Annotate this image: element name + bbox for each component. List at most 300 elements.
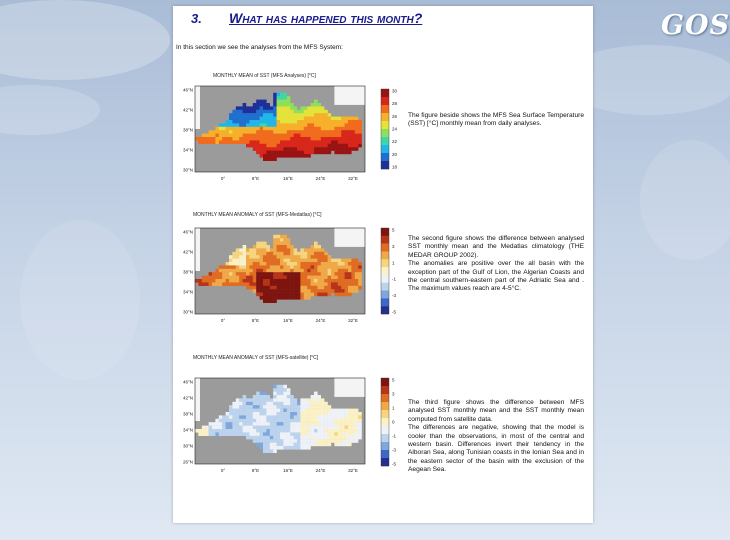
heatmap-cell [287, 259, 291, 263]
heatmap-cell [321, 286, 325, 290]
heatmap-cell [307, 151, 311, 155]
heatmap-cell [348, 134, 352, 138]
heatmap-cell [355, 409, 359, 413]
heatmap-cell [304, 439, 308, 443]
heatmap-cell [256, 436, 260, 440]
heatmap-cell [246, 412, 250, 416]
heatmap-cell [331, 140, 335, 144]
heatmap-cell [260, 103, 264, 107]
heatmap-cell [297, 279, 301, 283]
heatmap-cell [297, 289, 301, 293]
heatmap-cell [249, 405, 253, 409]
heatmap-cell [358, 426, 362, 430]
colorbar-segment [381, 394, 389, 402]
heatmap-cell [300, 419, 304, 423]
heatmap-cell [304, 269, 308, 273]
heatmap-cell [348, 276, 352, 280]
y-tick-label: 42°N [182, 107, 193, 113]
heatmap-cell [256, 127, 260, 131]
heatmap-cell [345, 279, 349, 283]
heatmap-cell [300, 140, 304, 144]
heatmap-cell [222, 426, 226, 430]
heatmap-cell [243, 134, 247, 138]
heatmap-cell [314, 144, 318, 148]
heatmap-cell [202, 134, 206, 138]
heatmap-cell [280, 276, 284, 280]
heatmap-cell [266, 276, 270, 280]
heatmap-cell [273, 238, 277, 242]
heatmap-cell [205, 137, 209, 141]
heatmap-cell [341, 269, 345, 273]
heatmap-cell [355, 140, 359, 144]
heatmap-cell [205, 282, 209, 286]
heatmap-cell [266, 120, 270, 124]
heatmap-cell [260, 123, 264, 127]
heatmap-cell [324, 436, 328, 440]
colorbar-segment [381, 244, 389, 252]
heatmap-cell [300, 443, 304, 447]
heatmap-cell [290, 144, 294, 148]
heatmap-cell [277, 402, 281, 406]
colorbar-tick-label: -3 [392, 447, 397, 453]
heatmap-cell [294, 443, 298, 447]
heatmap-cell [314, 123, 318, 127]
y-tick-label: 34°N [182, 427, 193, 433]
heatmap-cell [273, 123, 277, 127]
heatmap-cell [280, 436, 284, 440]
heatmap-cell [260, 113, 264, 117]
heatmap-cell [222, 279, 226, 283]
heatmap-cell [232, 137, 236, 141]
heatmap-cell [334, 436, 338, 440]
colorbar-segment [381, 89, 389, 97]
heatmap-cell [273, 388, 277, 392]
heatmap-cell [260, 432, 264, 436]
heatmap-cell [345, 419, 349, 423]
heatmap-cell [232, 272, 236, 276]
heatmap-cell [253, 276, 257, 280]
heatmap-cell [253, 412, 257, 416]
heatmap-cell [287, 154, 291, 158]
heatmap-cell [256, 106, 260, 110]
heatmap-cell [280, 255, 284, 259]
heatmap-cell [358, 144, 362, 148]
heatmap-cell [314, 443, 318, 447]
heatmap-cell [277, 439, 281, 443]
heatmap-cell [270, 429, 274, 433]
heatmap-cell [280, 269, 284, 273]
heatmap-cell [270, 157, 274, 161]
heatmap-cell [317, 426, 321, 430]
heatmap-cell [273, 248, 277, 252]
heatmap-cell [321, 262, 325, 266]
heatmap-cell [215, 282, 219, 286]
heatmap-cell [300, 422, 304, 426]
heatmap-cell [334, 409, 338, 413]
heatmap-cell [300, 262, 304, 266]
heatmap-cell [256, 422, 260, 426]
heatmap-cell [249, 409, 253, 413]
heatmap-cell [239, 255, 243, 259]
heatmap-cell [283, 398, 287, 402]
heatmap-cell [246, 259, 250, 263]
heatmap-cell [266, 296, 270, 300]
heatmap-cell [260, 134, 264, 138]
heatmap-cell [287, 282, 291, 286]
heatmap-cell [215, 422, 219, 426]
heatmap-cell [321, 134, 325, 138]
heatmap-cell [338, 293, 342, 297]
heatmap-cell [273, 154, 277, 158]
heatmap-cell [273, 103, 277, 107]
heatmap-cell [321, 289, 325, 293]
heatmap-cell [226, 419, 230, 423]
heatmap-cell [324, 140, 328, 144]
heatmap-cell [348, 144, 352, 148]
heatmap-cell [311, 436, 315, 440]
heatmap-cell [249, 436, 253, 440]
heatmap-cell [287, 432, 291, 436]
heatmap-cell [266, 269, 270, 273]
heatmap-cell [283, 103, 287, 107]
heatmap-cell [243, 265, 247, 269]
heatmap-cell [355, 147, 359, 151]
heatmap-cell [236, 252, 240, 256]
heatmap-cell [232, 279, 236, 283]
heatmap-cell [270, 123, 274, 127]
heatmap-cell [243, 140, 247, 144]
heatmap-cell [297, 255, 301, 259]
heatmap-cell [328, 289, 332, 293]
heatmap-cell [304, 130, 308, 134]
heatmap-cell [314, 120, 318, 124]
heatmap-cell [348, 426, 352, 430]
heatmap-cell [256, 110, 260, 114]
heatmap-cell [283, 282, 287, 286]
heatmap-cell [212, 137, 216, 141]
heatmap-cell [263, 293, 267, 297]
heatmap-cell [283, 276, 287, 280]
heatmap-cell [348, 269, 352, 273]
heatmap-cell [266, 265, 270, 269]
heatmap-cell [229, 140, 233, 144]
heatmap-cell [300, 252, 304, 256]
heatmap-cell [280, 238, 284, 242]
heatmap-cell [355, 412, 359, 416]
heatmap-cell [222, 276, 226, 280]
heatmap-cell [246, 137, 250, 141]
heatmap-cell [270, 120, 274, 124]
heatmap-cell [270, 405, 274, 409]
heatmap-cell [290, 265, 294, 269]
heatmap-cell [243, 279, 247, 283]
heatmap-cell [331, 127, 335, 131]
heatmap-cell [256, 147, 260, 151]
heatmap-cell [321, 265, 325, 269]
heatmap-cell [273, 405, 277, 409]
heatmap-cell [198, 140, 202, 144]
heatmap-cell [311, 405, 315, 409]
heatmap-cell [311, 245, 315, 249]
heatmap-cell [246, 120, 250, 124]
heatmap-cell [277, 276, 281, 280]
heatmap-cell [266, 443, 270, 447]
heatmap-cell [345, 282, 349, 286]
heatmap-cell [334, 412, 338, 416]
heatmap-cell [239, 113, 243, 117]
heatmap-cell [321, 426, 325, 430]
heatmap-cell [205, 276, 209, 280]
heatmap-cell [328, 113, 332, 117]
heatmap-cell [195, 429, 199, 433]
heatmap-cell [253, 130, 257, 134]
heatmap-cell [307, 282, 311, 286]
heatmap-cell [287, 255, 291, 259]
heatmap-cell [283, 151, 287, 155]
heatmap-cell [260, 419, 264, 423]
heatmap-cell [253, 262, 257, 266]
heatmap-cell [266, 106, 270, 110]
heatmap-cell [311, 123, 315, 127]
heatmap-cell [202, 426, 206, 430]
heatmap-cell [249, 398, 253, 402]
colorbar-segment [381, 252, 389, 260]
heatmap-cell [273, 436, 277, 440]
heatmap-cell [294, 120, 298, 124]
colorbar-segment [381, 291, 389, 299]
heatmap-cell [287, 147, 291, 151]
heatmap-cell [294, 110, 298, 114]
heatmap-cell [304, 412, 308, 416]
heatmap-cell [273, 402, 277, 406]
heatmap-cell [239, 412, 243, 416]
heatmap-cell [273, 151, 277, 155]
heatmap-cell [331, 286, 335, 290]
heatmap-cell [277, 242, 281, 246]
heatmap-cell [202, 140, 206, 144]
heatmap-cell [232, 259, 236, 263]
heatmap-cell [345, 293, 349, 297]
heatmap-cell [280, 409, 284, 413]
heatmap-cell [270, 449, 274, 453]
caption-3-detail: The differences are negative, showing that the model is cooler than the observations, in most of the central and western basin. Differences invert their tendency in the Alboran Sea, along Tunisian coasts in the Ionian Sea and in the eastern sector of the basin with the exclusion of the Aegean Sea. [408, 424, 584, 474]
heatmap-cell [348, 436, 352, 440]
heatmap-cell [297, 269, 301, 273]
heatmap-cell [236, 402, 240, 406]
heatmap-cell [229, 137, 233, 141]
y-tick-label: 46°N [182, 379, 193, 385]
heatmap-cell [351, 130, 355, 134]
heatmap-cell [219, 422, 223, 426]
heatmap-cell [287, 296, 291, 300]
heatmap-cell [270, 147, 274, 151]
heatmap-cell [253, 282, 257, 286]
heatmap-cell [304, 262, 308, 266]
heatmap-cell [300, 255, 304, 259]
heatmap-cell [314, 255, 318, 259]
heatmap-cell [256, 279, 260, 283]
heatmap-cell [331, 279, 335, 283]
heatmap-cell [321, 412, 325, 416]
heatmap-cell [311, 269, 315, 273]
heatmap-cell [314, 110, 318, 114]
heatmap-cell [317, 127, 321, 131]
heatmap-cell [229, 405, 233, 409]
heatmap-cell [328, 432, 332, 436]
heatmap-cell [358, 134, 362, 138]
heatmap-cell [351, 419, 355, 423]
heatmap-cell [246, 415, 250, 419]
heatmap-cell [239, 269, 243, 273]
heatmap-cell [202, 137, 206, 141]
atlantic-mask [195, 228, 200, 271]
heatmap-cell [307, 265, 311, 269]
heatmap-cell [277, 103, 281, 107]
heatmap-cell [263, 299, 267, 303]
heatmap-cell [314, 259, 318, 263]
heatmap-cell [331, 147, 335, 151]
heatmap-cell [317, 147, 321, 151]
heatmap-cell [314, 140, 318, 144]
heatmap-cell [226, 272, 230, 276]
heatmap-cell [341, 282, 345, 286]
heatmap-cell [270, 293, 274, 297]
heatmap-cell [287, 100, 291, 104]
heatmap-cell [229, 120, 233, 124]
heatmap-cell [321, 402, 325, 406]
heatmap-cell [294, 127, 298, 131]
heatmap-cell [239, 120, 243, 124]
heatmap-cell [263, 436, 267, 440]
heatmap-cell [287, 388, 291, 392]
heatmap-cell [263, 144, 267, 148]
heatmap-cell [345, 432, 349, 436]
heatmap-cell [266, 248, 270, 252]
heatmap-cell [283, 154, 287, 158]
heatmap-cell [273, 289, 277, 293]
heatmap-cell [260, 422, 264, 426]
heatmap-cell [317, 286, 321, 290]
heatmap-cell [321, 415, 325, 419]
heatmap-cell [297, 439, 301, 443]
heatmap-cell [358, 276, 362, 280]
heatmap-cell [328, 429, 332, 433]
heatmap-cell [277, 289, 281, 293]
heatmap-cell [239, 415, 243, 419]
heatmap-cell [273, 93, 277, 97]
colorbar-tick-label: -5 [392, 309, 397, 315]
heatmap-cell [246, 405, 250, 409]
heatmap-cell [256, 282, 260, 286]
heatmap-cell [260, 100, 264, 104]
heatmap-cell [311, 402, 315, 406]
heatmap-cell [345, 123, 349, 127]
y-tick-label: 38°N [182, 127, 193, 133]
heatmap-cell [283, 446, 287, 450]
heatmap-cell [226, 276, 230, 280]
heatmap-cell [243, 117, 247, 121]
heatmap-cell [334, 259, 338, 263]
heatmap-cell [341, 137, 345, 141]
heatmap-cell [277, 238, 281, 242]
heatmap-cell [351, 412, 355, 416]
heatmap-cell [239, 272, 243, 276]
heatmap-cell [270, 415, 274, 419]
heatmap-cell [263, 439, 267, 443]
heatmap-cell [219, 127, 223, 131]
heatmap-cell [270, 398, 274, 402]
heatmap-cell [277, 245, 281, 249]
heatmap-cell [311, 282, 315, 286]
heatmap-cell [253, 110, 257, 114]
heatmap-cell [260, 147, 264, 151]
heatmap-cell [219, 426, 223, 430]
heatmap-cell [287, 134, 291, 138]
heatmap-cell [290, 436, 294, 440]
y-tick-label: 46°N [182, 87, 193, 93]
heatmap-cell [266, 127, 270, 131]
heatmap-cell [239, 140, 243, 144]
heatmap-cell [263, 255, 267, 259]
heatmap-cell [260, 395, 264, 399]
heatmap-cell [351, 286, 355, 290]
heatmap-cell [260, 248, 264, 252]
heatmap-cell [300, 106, 304, 110]
heatmap-cell [232, 269, 236, 273]
heatmap-cell [355, 286, 359, 290]
heatmap-cell [317, 252, 321, 256]
heatmap-cell [290, 296, 294, 300]
heatmap-cell [243, 412, 247, 416]
heatmap-cell [270, 296, 274, 300]
heatmap-cell [239, 432, 243, 436]
heatmap-cell [260, 289, 264, 293]
heatmap-cell [232, 265, 236, 269]
heatmap-cell [287, 272, 291, 276]
heatmap-cell [314, 137, 318, 141]
heatmap-cell [263, 422, 267, 426]
heatmap-cell [273, 100, 277, 104]
heatmap-cell [236, 137, 240, 141]
heatmap-cell [297, 262, 301, 266]
heatmap-cell [277, 93, 281, 97]
map-panel-1 [183, 86, 398, 181]
heatmap-cell [277, 272, 281, 276]
heatmap-cell [341, 279, 345, 283]
heatmap-cell [229, 269, 233, 273]
heatmap-cell [263, 272, 267, 276]
heatmap-cell [287, 113, 291, 117]
heatmap-cell [270, 106, 274, 110]
x-tick-label: 8°E [251, 318, 260, 323]
heatmap-cell [226, 140, 230, 144]
heatmap-cell [243, 262, 247, 266]
heatmap-cell [283, 412, 287, 416]
heatmap-cell [209, 422, 213, 426]
heatmap-cell [287, 265, 291, 269]
heatmap-cell [277, 419, 281, 423]
heatmap-cell [345, 409, 349, 413]
heatmap-cell [317, 439, 321, 443]
colorbar-segment [381, 145, 389, 153]
heatmap-cell [232, 134, 236, 138]
heatmap-cell [249, 402, 253, 406]
heatmap-cell [270, 259, 274, 263]
heatmap-cell [226, 426, 230, 430]
heatmap-cell [277, 137, 281, 141]
heatmap-cell [277, 113, 281, 117]
heatmap-cell [341, 262, 345, 266]
